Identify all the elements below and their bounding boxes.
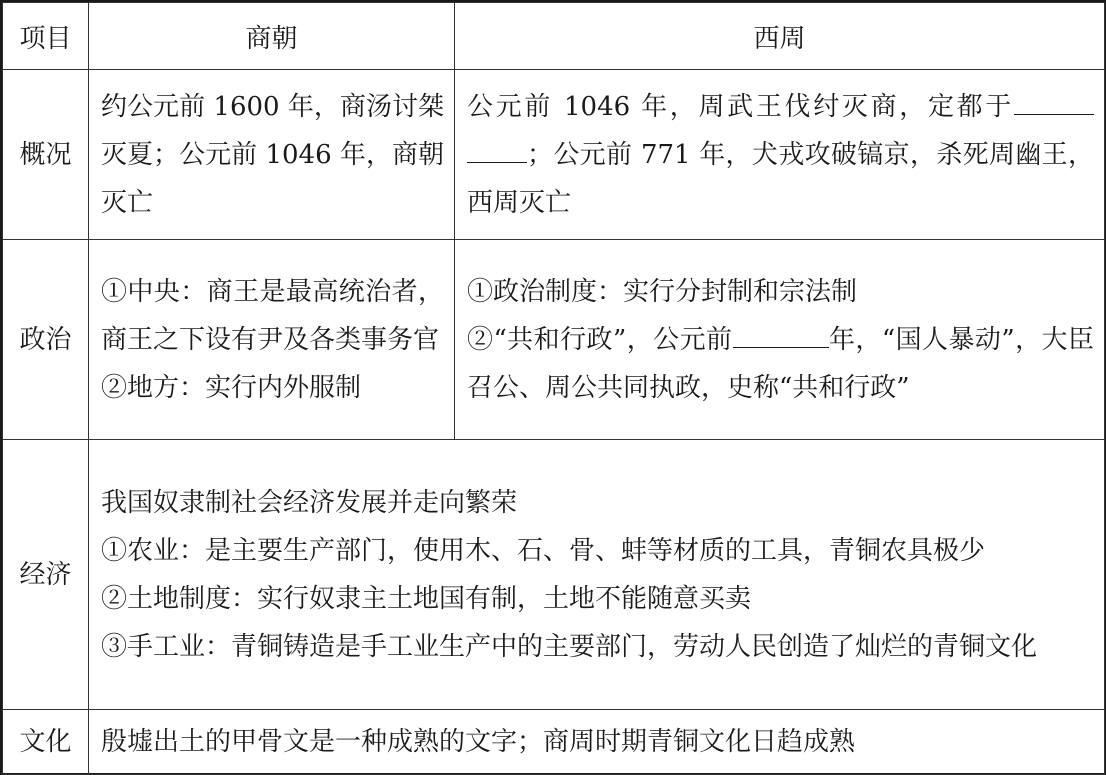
economy-line-2: ①农业：是主要生产部门，使用木、石、骨、蚌等材质的工具，青铜农具极少: [101, 535, 986, 566]
overview-xizhou-text-1: 公元前 1046 年，周武王伐纣灭商，定都于: [467, 91, 1014, 122]
politics-xizhou-line-1: ①政治制度：实行分封制和宗法制: [467, 276, 858, 307]
politics-label: 政治: [3, 240, 89, 440]
economy-label: 经济: [3, 440, 89, 710]
fill-blank-gonghe-year: [733, 321, 829, 348]
header-item: 项目: [3, 3, 89, 70]
economy-line-4: ③手工业：青铜铸造是手工业生产中的主要部门，劳动人民创造了灿烂的青铜文化: [101, 631, 1038, 662]
politics-row: [3, 240, 1105, 440]
culture-row: [3, 710, 1105, 775]
header-shang: 商朝: [89, 3, 455, 70]
overview-row: [3, 70, 1105, 240]
culture-label: 文化: [3, 710, 89, 775]
economy-cell: [89, 440, 1105, 710]
history-comparison-table: [2, 2, 1105, 775]
politics-xizhou-cell: [455, 240, 1105, 440]
economy-line-3: ②土地制度：实行奴隶主土地国有制，土地不能随意买卖: [101, 583, 752, 614]
table-header-row: [3, 3, 1105, 70]
overview-xizhou-cell: [455, 70, 1105, 240]
fill-blank-capital-a: [1014, 88, 1094, 115]
politics-shang-line-1: ①中央：商王是最高统治者，商王之下设有尹及各类事务官: [101, 276, 444, 355]
overview-shang-cell: [89, 70, 455, 240]
politics-shang-line-2: ②地方：实行内外服制: [101, 372, 362, 403]
overview-shang-text: 约公元前 1600 年，商汤讨桀灭夏；公元前 1046 年，商朝灭亡: [101, 91, 444, 218]
politics-xizhou-line-2-part-2: 年，“国人暴动”，大臣召公、周公共同执政，史称“共和行政”: [467, 324, 1094, 403]
overview-label: 概况: [3, 70, 89, 240]
economy-row: [3, 440, 1105, 710]
economy-line-1: 我国奴隶制社会经济发展并走向繁荣: [101, 487, 518, 518]
header-xizhou: 西周: [455, 3, 1105, 70]
politics-xizhou-line-2: [467, 316, 1094, 412]
politics-xizhou-line-2-part-1: ②“共和行政”，公元前: [467, 324, 733, 355]
culture-text: 殷墟出土的甲骨文是一种成熟的文字；商周时期青铜文化日趋成熟: [101, 727, 856, 757]
culture-cell: [89, 710, 1105, 775]
overview-xizhou-text-2: ；公元前 771 年，犬戎攻破镐京，杀死周幽王，西周灭亡: [467, 139, 1094, 218]
politics-shang-cell: [89, 240, 455, 440]
fill-blank-capital-b: [467, 136, 527, 163]
